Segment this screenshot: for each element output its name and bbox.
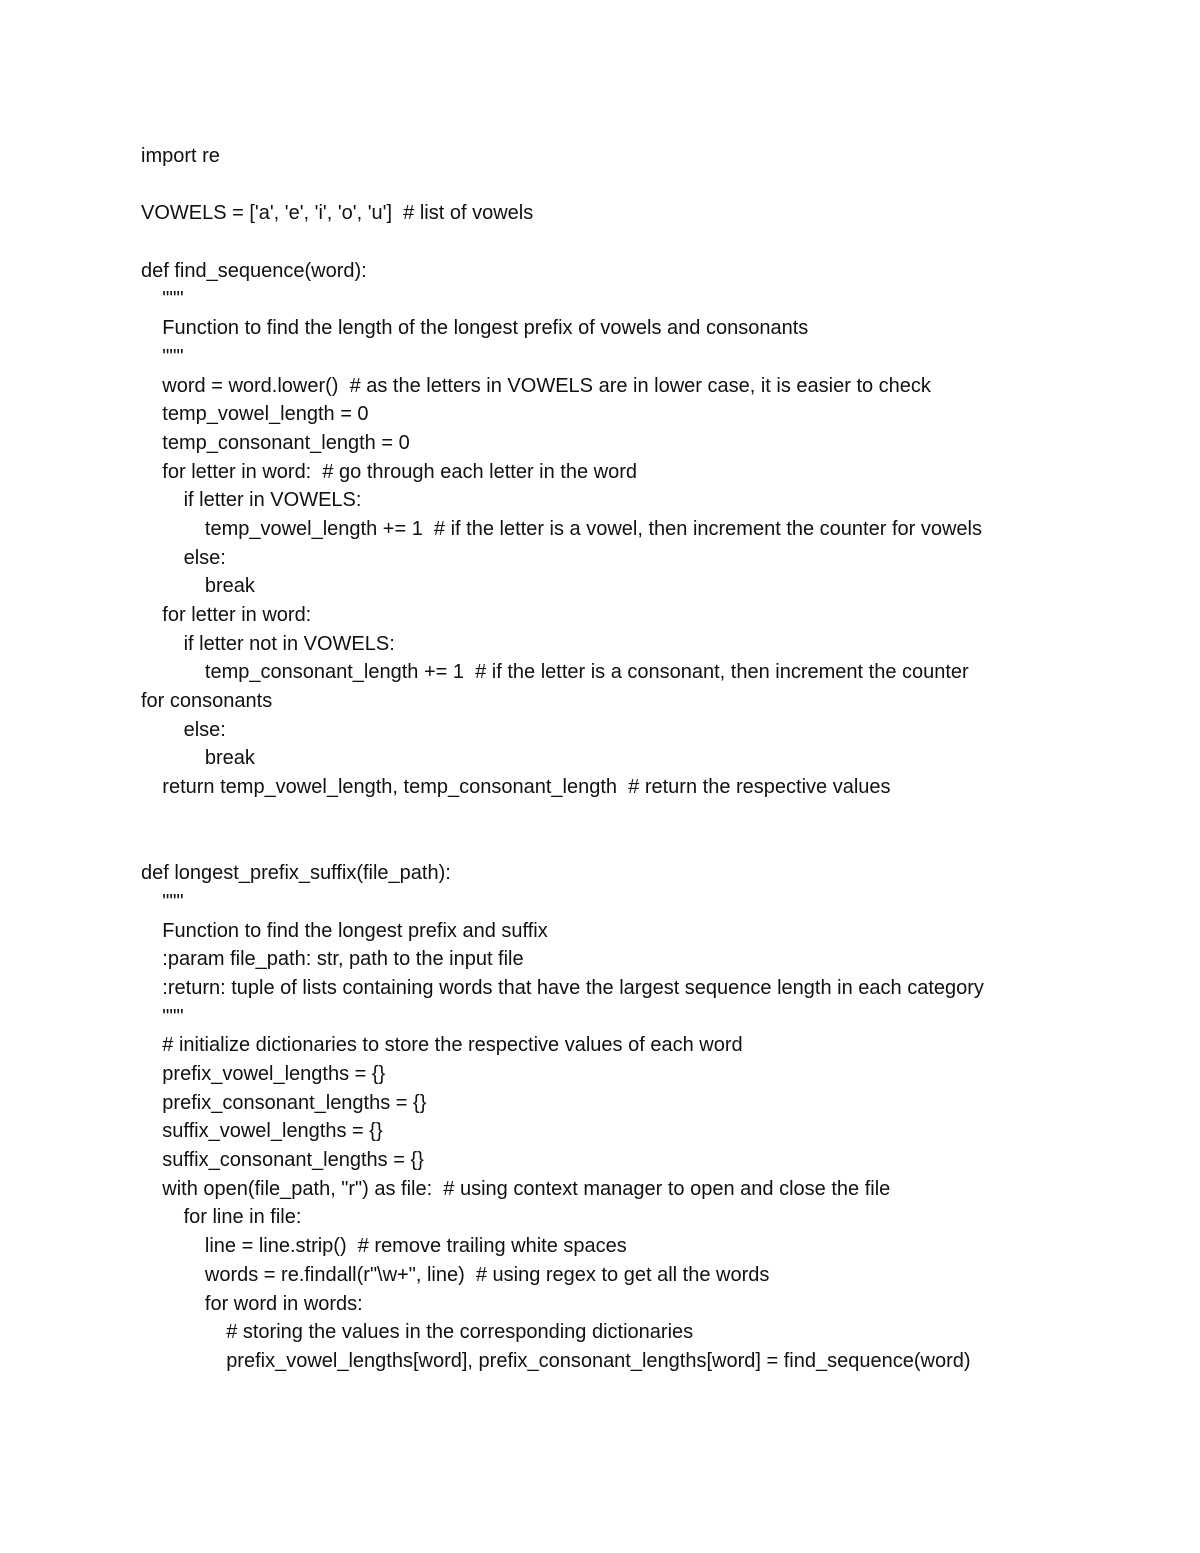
code-line: if letter not in VOWELS:: [183, 632, 395, 655]
code-line: import re: [141, 145, 220, 167]
code-line: """: [162, 1005, 184, 1028]
code-line: word = word.lower() # as the letters in VOWELS are in lower case, it is easier to check: [162, 374, 931, 397]
code-line: temp_vowel_length += 1 # if the letter is a vowel, then increment the counter for vowels: [204, 517, 982, 540]
code-line: with open(file_path, "r") as file: # using context manager to open and close the file: [162, 1177, 891, 1200]
code-line: """: [162, 288, 184, 311]
code-line: line = line.strip() # remove trailing white spaces: [204, 1235, 627, 1258]
code-line: def longest_prefix_suffix(file_path):: [141, 862, 451, 885]
code-line: break: [204, 747, 255, 770]
code-line: break: [204, 575, 255, 598]
code-line: for consonants: [141, 690, 273, 713]
code-line: for line in file:: [183, 1206, 302, 1229]
code-line: # initialize dictionaries to store the respective values of each word: [162, 1034, 743, 1057]
code-line: [141, 171, 1141, 200]
code-line: :return: tuple of lists containing words that have the largest sequence length in each category: [162, 976, 984, 999]
code-line: :param file_path: str, path to the input file: [162, 948, 524, 971]
code-line: """: [162, 890, 184, 913]
code-document: [141, 142, 1141, 1376]
code-line: temp_consonant_length += 1 # if the letter is a consonant, then increment the counter: [204, 661, 969, 684]
code-line: temp_vowel_length = 0: [162, 403, 369, 426]
code-line: for letter in word:: [162, 604, 312, 626]
code-line: Function to find the longest prefix and suffix: [162, 919, 548, 942]
code-line: # storing the values in the corresponding dictionaries: [226, 1321, 694, 1344]
code-line: return temp_vowel_length, temp_consonant_length # return the respective values: [162, 776, 891, 799]
code-line: """: [162, 345, 184, 368]
code-line: VOWELS = ['a', 'e', 'i', 'o', 'u'] # list of vowels: [141, 202, 534, 225]
code-line: else:: [183, 718, 226, 741]
code-line: [141, 228, 1141, 257]
code-line: [141, 802, 1141, 831]
code-line: for word in words:: [204, 1292, 363, 1315]
code-line: [141, 831, 1141, 860]
code-line: Function to find the length of the longest prefix of vowels and consonants: [162, 317, 809, 340]
code-line: suffix_vowel_lengths = {}: [162, 1120, 383, 1143]
code-line: if letter in VOWELS:: [183, 489, 362, 512]
code-line: prefix_vowel_lengths = {}: [162, 1063, 386, 1085]
code-line: temp_consonant_length = 0: [162, 431, 410, 454]
code-line: def find_sequence(word):: [141, 259, 367, 282]
code-line: for letter in word: # go through each letter in the word: [162, 460, 638, 483]
code-line: prefix_vowel_lengths[word], prefix_consonant_lengths[word] = find_sequence(word): [226, 1349, 971, 1372]
code-line: words = re.findall(r"\w+", line) # using regex to get all the words: [204, 1263, 770, 1286]
code-line: else:: [183, 546, 226, 569]
code-line: suffix_consonant_lengths = {}: [162, 1149, 424, 1172]
code-line: prefix_consonant_lengths = {}: [162, 1091, 427, 1114]
